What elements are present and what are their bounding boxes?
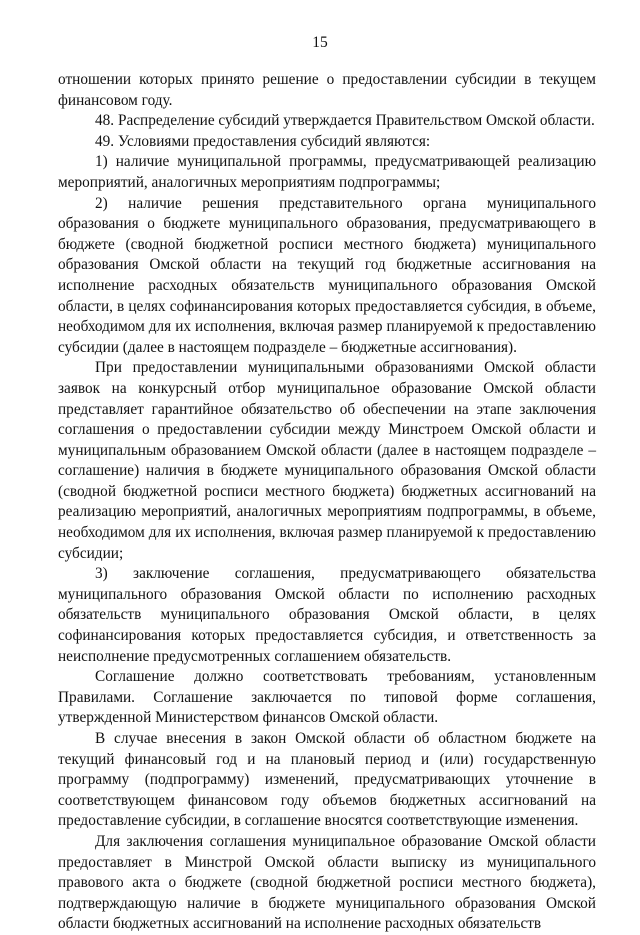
paragraph-item-49: 49. Условиями предоставления субсидий являются: <box>95 132 431 150</box>
paragraph-conclusion-procedure: Для заключения соглашения муниципальное образование Омской области предоставляет в Минстрой Омской области выписку из муниципального правового акта о бюджете (сводной бюджетной росписи местного бюджета), подтверждающую наличие в бюджете муниципального образования Омской области бюджетных ассигнований на исполнение расходных обязательств <box>58 832 596 933</box>
paragraph-item-48: 48. Распределение субсидий утверждается Правительством Омской области. <box>95 112 595 130</box>
paragraph-condition-2: 2) наличие решения представительного органа муниципального образования о бюджете муниципального образования, предусматривающего в бюджете (сводной бюджетной росписи местного бюджета) муниципального образования Омской области на текущий год бюджетные ассигнования на исполнение расходных обязательств муниципального образования Омской области, в целях софинансирования которых предоставляется субсидия, в объеме, необходимом для их исполнения, включая размер планируемой к предоставлению субсидии (далее в настоящем подразделе – бюджетные ассигнования). <box>58 194 596 356</box>
document-body <box>58 70 596 935</box>
page-number: 15 <box>312 34 328 51</box>
paragraph-guarantee: При предоставлении муниципальными образованиями Омской области заявок на конкурсный отбор муниципальное образование Омской области представляет гарантийное обязательство об обеспечении на этапе заключения соглашения о предоставлении субсидии между Минстроем Омской области и муниципальным образованием Омской области (далее в настоящем подразделе – соглашение) наличия в бюджете муниципального образования Омской области (сводной бюджетной росписи местного бюджета) бюджетных ассигнований на реализацию мероприятий, аналогичных мероприятиям подпрограммы, в объеме, необходимом для их исполнения, включая размер планируемой к предоставлению субсидии; <box>58 359 596 562</box>
paragraph-amendments: В случае внесения в закон Омской области об областном бюджете на текущий финансовый год и на плановый период и (или) государственную программу (подпрограмму) изменений, предусматривающих уточнение в соответствующем финансовом году объемов бюджетных ассигнований на предоставление субсидии, в соглашение вносятся соответствующие изменения. <box>58 730 596 830</box>
paragraph-agreement-form: Соглашение должно соответствовать требованиям, установленным Правилами. Соглашение заключается по типовой форме соглашения, утвержденной Министерством финансов Омской области. <box>58 668 596 727</box>
paragraph-condition-1: 1) наличие муниципальной программы, предусматривающей реализацию мероприятий, аналогичных мероприятиям подпрограммы; <box>58 153 596 191</box>
paragraph-continuation: отношении которых принято решение о предоставлении субсидии в текущем финансовом году. <box>58 71 596 109</box>
paragraph-condition-3: 3) заключение соглашения, предусматривающего обязательства муниципального образования Омской области по исполнению расходных обязательств муниципального образования Омской области, в целях софинансирования которых предоставляется субсидия, и ответственность за неисполнение предусмотренных соглашением обязательств. <box>58 565 596 665</box>
